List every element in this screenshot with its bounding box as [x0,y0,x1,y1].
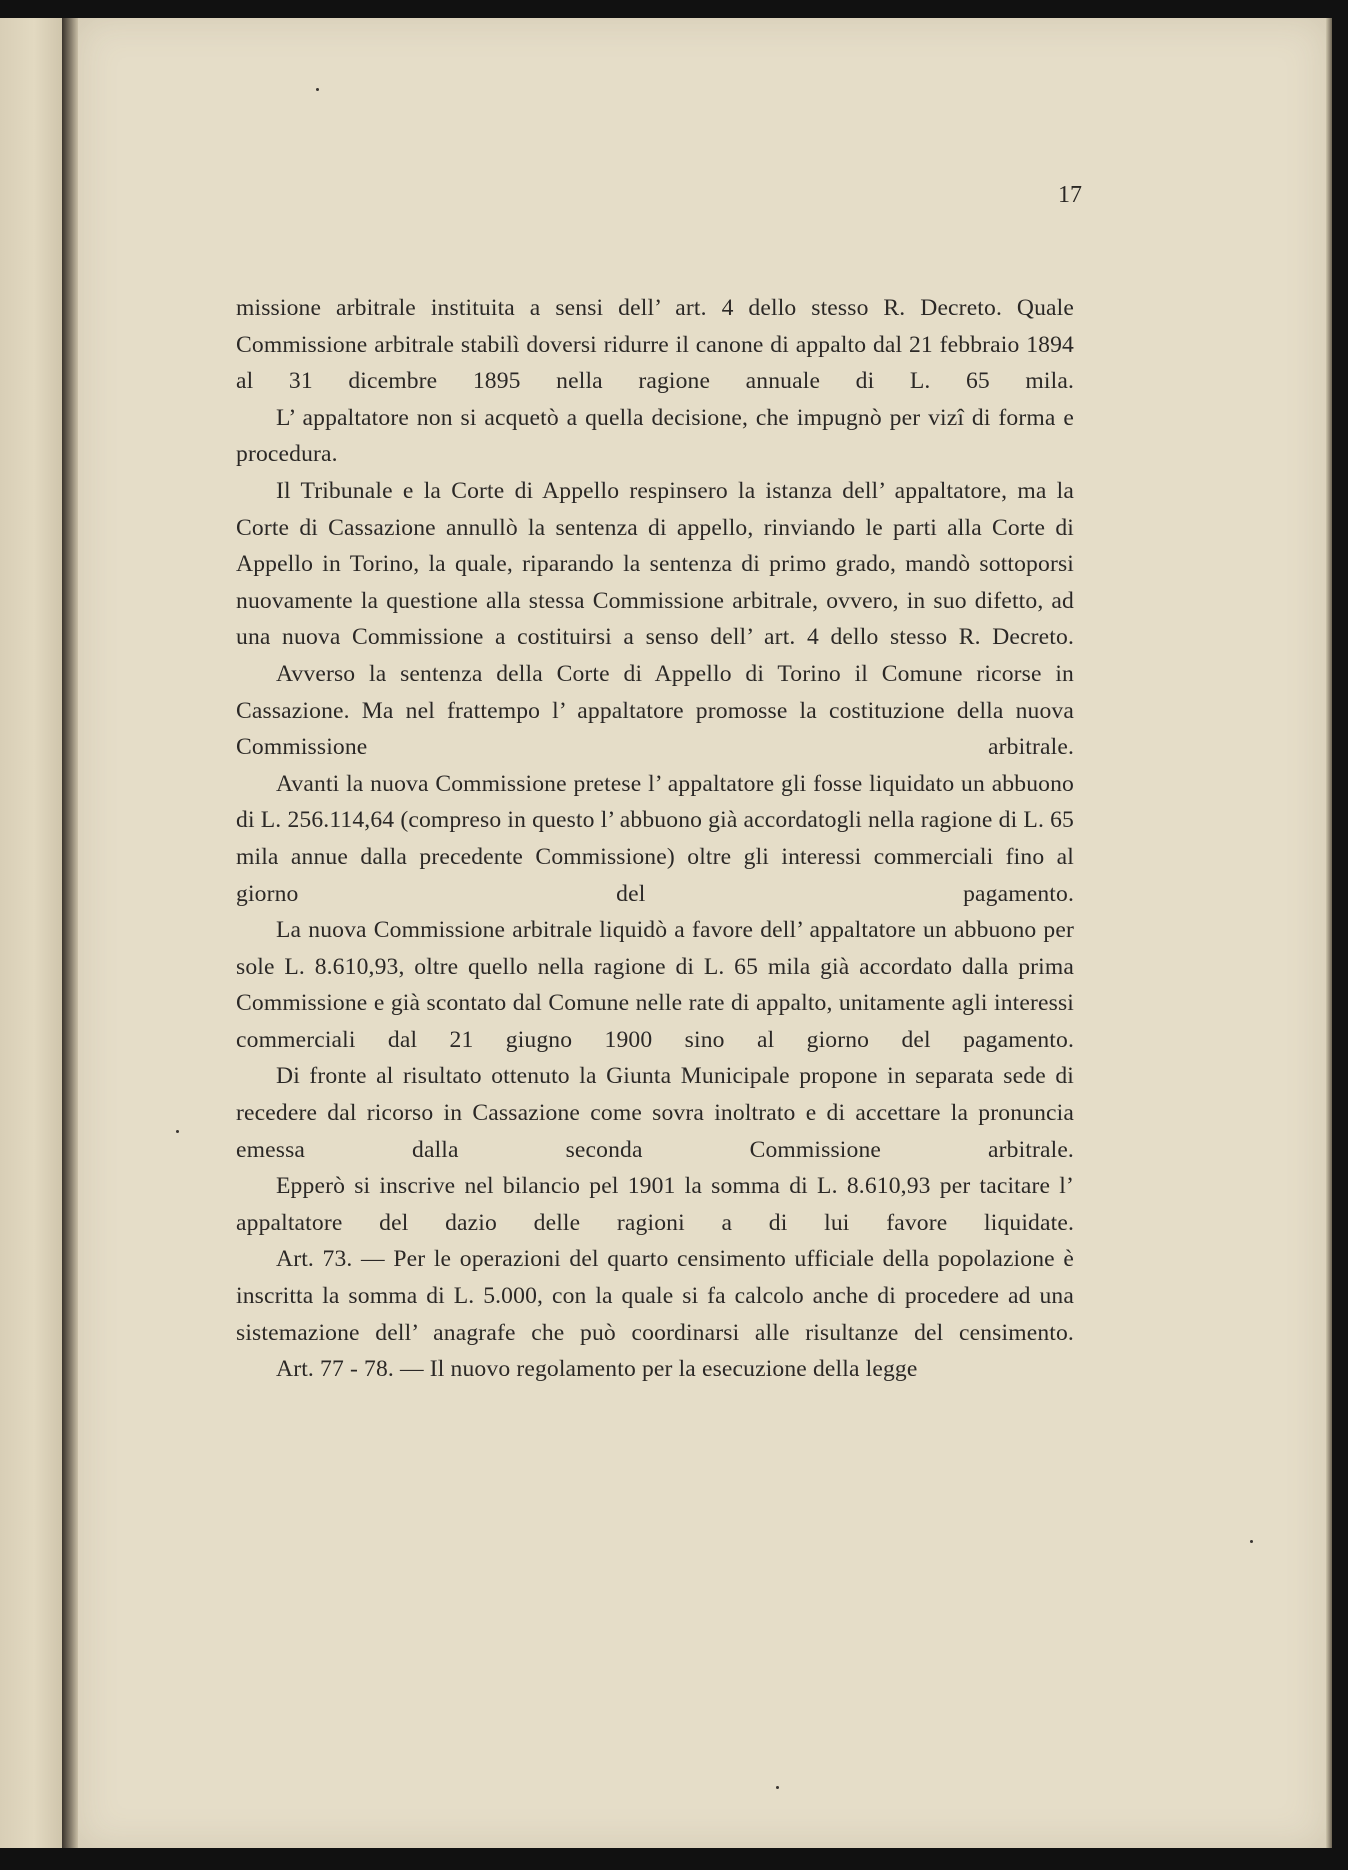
paper-speck [1250,1540,1253,1543]
paragraph: Avanti la nuova Commissione pretese l’ appaltatore gli fosse liquidato un abbuono di L. 256.114,64 (compreso in questo l’ abbuono già accordatogli nella ragione di L. 65 mila annue dalla precedente Commissione) oltre gli interessi commerciali fino al giorno del pagamento. [236,770,1074,907]
paragraph: La nuova Commissione arbitrale liquidò a favore dell’ appaltatore un abbuono per sole L. 8.610,93, oltre quello nella ragione di L. 65 mila già accordato dalla prima Commissione e già scontato dal Comune nelle rate di appalto, unitamente agli interessi commerciali dal 21 giugno 1900 sino al giorno del pagamento. [236,917,1074,1053]
paper-speck [316,88,319,91]
paragraph-article-heading: Art. 77 - 78. — Il nuovo regolamento per la esecuzione della legge [276,1356,918,1383]
page-edge-shadow [1326,18,1332,1848]
body-text [236,290,1074,1388]
paragraph-continuation: missione arbitrale instituita a sensi dell’ art. 4 dello stesso R. Decreto. Quale Commissione arbitrale stabilì doversi ridurre il canone di appalto dal 21 febbraio 1894 al 31 dicembre 1895 nella ragione annuale di L. 65 mila. [236,295,1074,395]
paragraph: Avverso la sentenza della Corte di Appello di Torino il Comune ricorse in Cassazione. Ma nel frattempo l’ appaltatore promosse la costituzione della nuova Commissione arbitrale. [236,660,1074,761]
paragraph: Il Tribunale e la Corte di Appello respinsero la istanza dell’ appaltatore, ma la Corte di Cassazione annullò la sentenza di appello, rinviando le parti alla Corte di Appello in Torino, la quale, riparando la sentenza di primo grado, mandò sottoporsi nuovamente la questione alla stessa Commissione arbitrale, ovvero, in suo difetto, ad una nuova Commissione a costituirsi a senso dell’ art. 4 dello stesso R. Decreto. [236,477,1074,651]
paper-speck [776,1786,779,1789]
paragraph: Art. 73. — Per le operazioni del quarto censimento ufficiale della popolazione è inscritta la somma di L. 5.000, con la quale si fa calcolo anche di procedere ad una sistemazione dell’ anagrafe che può coordinarsi alle risultanze del censimento. [236,1246,1074,1346]
paragraph: Di fronte al risultato ottenuto la Giunta Municipale propone in separata sede di recedere dal ricorso in Cassazione come sovra inoltrato e di accettare la pronuncia emessa dalla seconda Commissione arbitrale. [236,1063,1074,1163]
paragraph: Epperò si inscrive nel bilancio pel 1901 la somma di L. 8.610,93 per tacitare l’ appaltatore del dazio delle ragioni a di lui favore liquidate. [236,1173,1074,1236]
paragraph: L’ appaltatore non si acquetò a quella decisione, che impugnò per vizî di forma e procedura. [236,404,1074,468]
paper-speck [176,1130,179,1133]
page-number: 17 [1058,182,1082,208]
book-gutter [62,18,78,1848]
left-page-edge [0,18,64,1848]
